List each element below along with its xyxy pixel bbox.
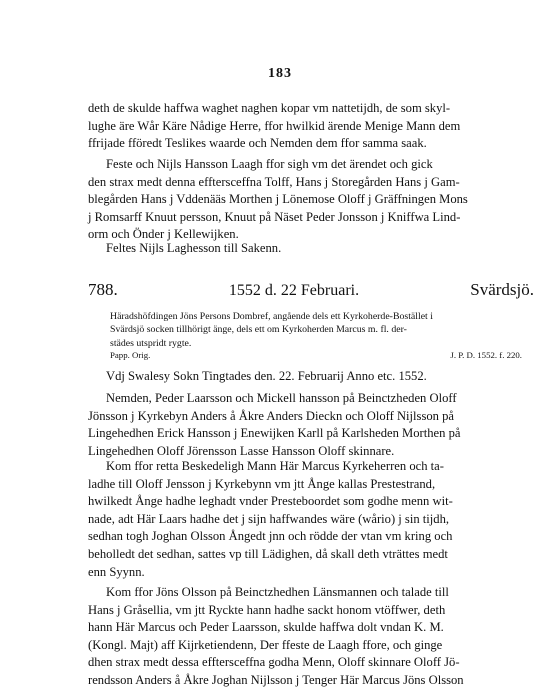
text-line: hwilkedt Ånge hadhe leghadt vnder Presteboordet som godhe menn wit- bbox=[88, 494, 453, 509]
text-line: Feste och Nijls Hansson Laagh ffor sigh vm det ärendet och gick bbox=[106, 157, 433, 171]
paragraph-jons bbox=[88, 584, 534, 690]
summary-line: städes utspridt rygte. bbox=[110, 337, 192, 349]
text-line: lughe äre Wår Käre Nådige Herre, ffor hwilkid ärende Menige Mann dem bbox=[88, 118, 461, 133]
text-line: sedhan togh Joghan Olsson Ångedt jnn och rödde der vtan vm kring och bbox=[88, 529, 453, 544]
text-line: den strax medt denna efftersceffna Tolff, Hans j Storegården Hans j Gam- bbox=[88, 174, 460, 189]
text-line: ladhe till Oloff Jensson j Kyrkebynn vm jtt Ånge kallas Prestestrand, bbox=[88, 476, 436, 491]
text-line: dhen strax medt dessa efftersceffna godha Menn, Oloff skinnare Oloff Jö- bbox=[88, 655, 460, 670]
text-line: Nemden, Peder Laarsson och Mickell hansson på Beinctzheden Oloff bbox=[106, 391, 457, 405]
text-line: nade, adt Här Laars hadhe det j sijn haffwandes wäre (wårio) j sin tijdh, bbox=[88, 511, 450, 526]
text-line: Vdj Swalesy Sokn Tingtades den. 22. Februarij Anno etc. 1552. bbox=[106, 369, 427, 383]
text-line: beholledt det sedhan, sattes vp till Lädighen, då skall deth vträttes medt bbox=[88, 546, 448, 561]
text-line: enn Syynn. bbox=[88, 564, 145, 579]
text-line: deth de skulde haffwa waghet naghen kopar vm nattetijdh, de som skyl- bbox=[88, 101, 451, 115]
paragraph-nemden bbox=[88, 390, 534, 460]
page-number: 183 bbox=[268, 66, 292, 81]
text-line: Jönsson j Kyrkebyn Anders å Åkre Anders Dieckn och Oloff Nijlsson på bbox=[88, 408, 454, 423]
text-line: Feltes Nijls Laghesson till Sakenn. bbox=[106, 241, 282, 255]
paragraph-tingtades bbox=[88, 368, 534, 386]
text-line: ffrijade fföredt Teslikes waarde och Nemden dem ffor samma saak. bbox=[88, 136, 427, 151]
document-date: 1552 d. 22 Februari. bbox=[228, 282, 360, 299]
document-number: 788. bbox=[88, 280, 118, 299]
text-line: rendsson Anders å Åkre Joghan Nijlsson j Tenger Här Marcus Jöns Olsson bbox=[88, 672, 464, 687]
document-heading bbox=[88, 280, 534, 300]
text-line: hann Här Marcus och Peder Laarsson, skulde haffwa dolt vndan K. M. bbox=[88, 620, 444, 635]
paragraph-marcus bbox=[88, 458, 534, 581]
text-line: (Kongl. Majt) aff Kijrketiendenn, Der ffeste de Laagh ffore, och ginge bbox=[88, 637, 443, 652]
document-place: Svärdsjö. bbox=[470, 280, 534, 299]
source-original: Papp. Orig. bbox=[110, 350, 151, 360]
summary-line: Häradshöfdingen Jöns Persons Dombref, angående dels ett Kyrkoherde-Bostället i bbox=[110, 311, 433, 322]
text-line: Hans j Gråsellia, vm jtt Ryckte hann hadhe sackt honom vtöffwer, deth bbox=[88, 602, 446, 617]
text-line: orm och Önder j Kellewijken. bbox=[88, 227, 239, 242]
document-summary bbox=[110, 310, 534, 350]
text-line: Lingehedhen Erick Hansson j Enewijken Karll på Karlsheden Morthen på bbox=[88, 426, 461, 441]
text-line: Kom ffor Jöns Olsson på Beinctzhedhen Länsmannen och talade till bbox=[106, 585, 449, 599]
top-paragraph bbox=[88, 100, 534, 153]
text-line: Kom ffor retta Beskedeligh Mann Här Marcus Kyrkeherren och ta- bbox=[106, 459, 444, 473]
text-line: j Romsarff Knuut persson, Knuut på Näset Peder Jonsson j Kniffwa Lind- bbox=[88, 209, 461, 224]
paragraph-feste bbox=[88, 156, 534, 244]
source-citation: J. P. D. 1552. f. 220. bbox=[450, 350, 522, 360]
source-references bbox=[110, 350, 522, 360]
text-line: Lingehedhen Oloff Jörensson Lasse Hansson Oloff skinnare. bbox=[88, 443, 395, 458]
paragraph-feltes bbox=[88, 240, 534, 258]
summary-line: Svärdsjö socken tillhörigt änge, dels ett om Kyrkoherden Marcus m. fl. der- bbox=[110, 324, 407, 336]
text-line: blegården Hans j Vddenääs Morthen j Lönemose Oloff j Gräffningen Mons bbox=[88, 192, 468, 207]
